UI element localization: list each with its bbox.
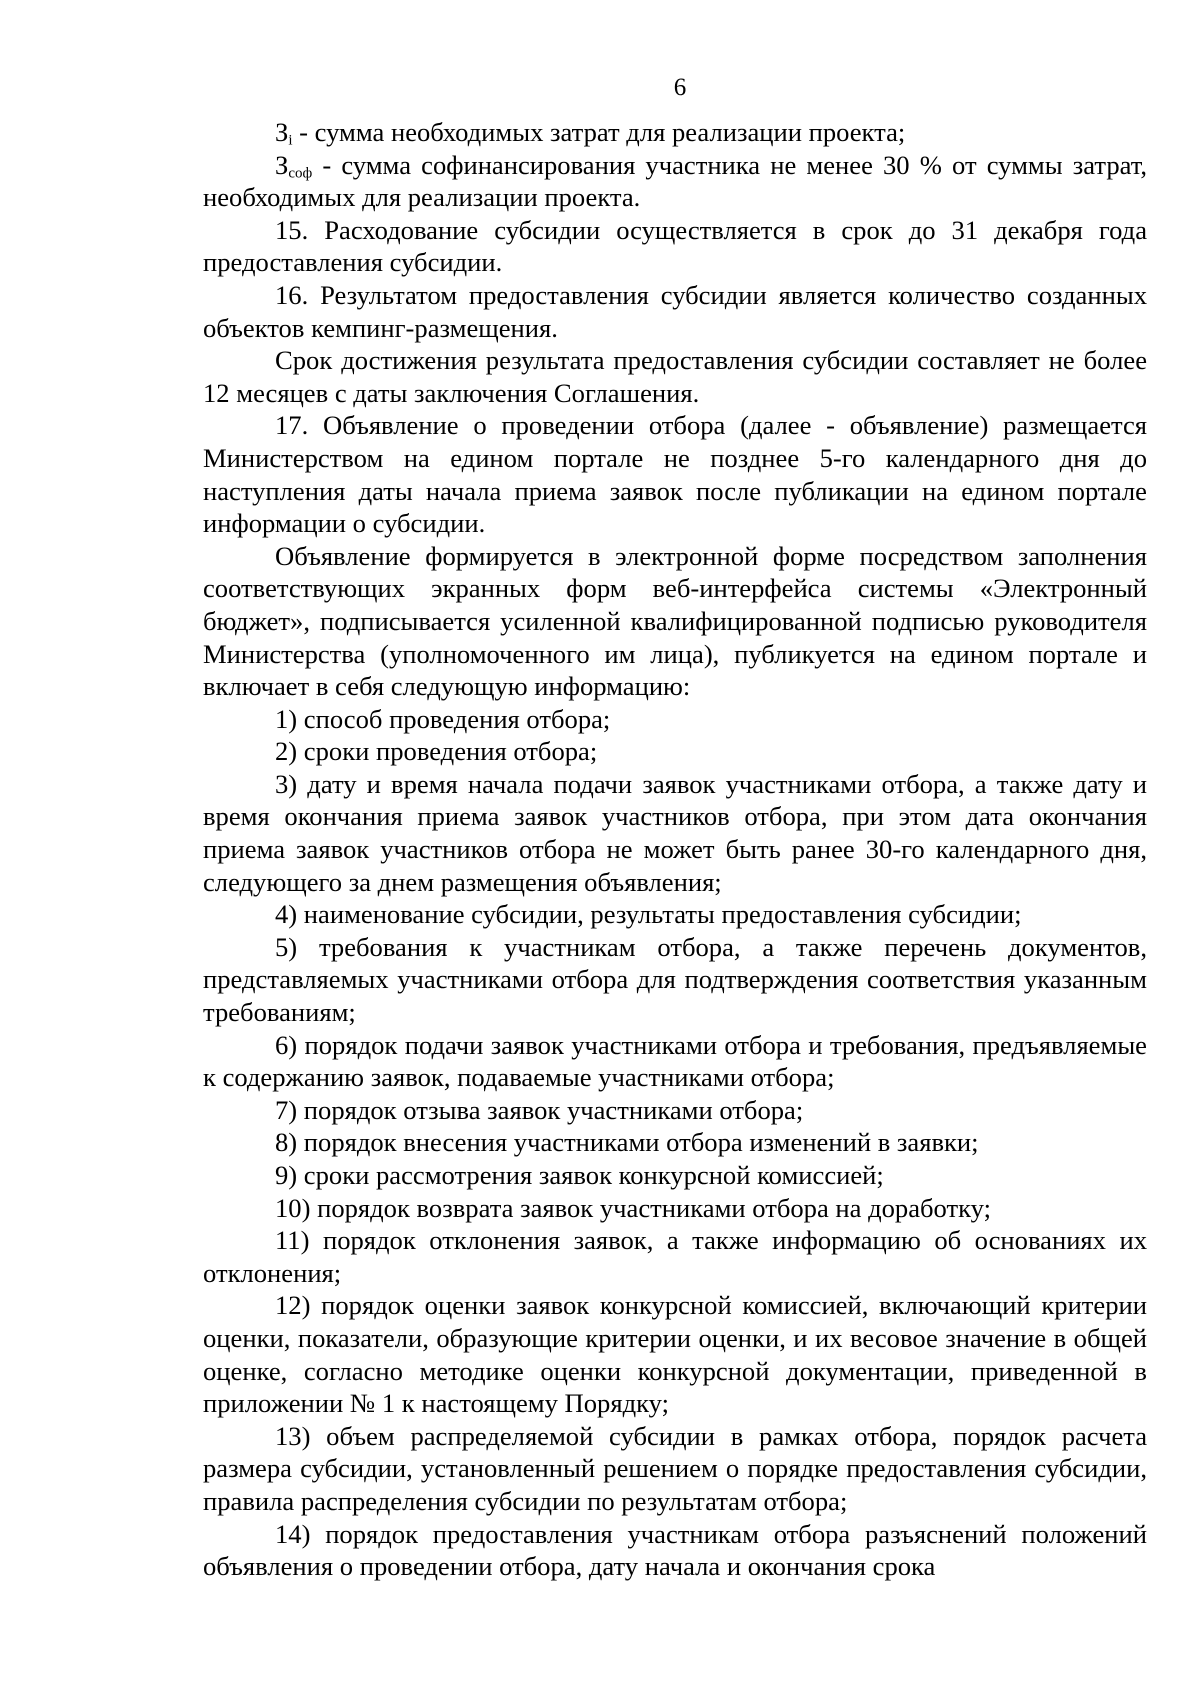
formula-description: - сумма необходимых затрат для реализации проекта; [292,117,906,147]
paragraph-announcement: Объявление формируется в электронной форме посредством заполнения соответствующих экранных форм веб-интерфейса системы «Электронный бюджет», подписывается усиленной квалифицированной подписью руководителя Министерства (уполномоченного им лица), публикуется на едином портале и включает в себя следующую информацию: [203,540,1147,702]
list-item-8: 8) порядок внесения участниками отбора изменений в заявки; [275,1127,979,1158]
list-item-13: 13) объем распределяемой субсидии в рамках отбора, порядок расчета размера субсидии, установленный решением о порядке предоставления субсидии, правила распределения субсидии по результатам отбора; [203,1420,1147,1516]
list-item-6: 6) порядок подачи заявок участниками отбора и требования, предъявляемые к содержанию заявок, подаваемые участниками отбора; [203,1029,1147,1093]
formula-subscript: соф [288,164,313,181]
paragraph-formula-zsof [203,149,1147,214]
list-item-9: 9) сроки рассмотрения заявок конкурсной комиссией; [275,1160,884,1190]
list-item-10: 10) порядок возврата заявок участниками отбора на доработку; [275,1192,992,1223]
list-item-5: 5) требования к участникам отбора, а также перечень документов, представляемых участниками отбора для подтверждения соответствия указанным требованиям; [203,931,1147,1028]
list-item-7: 7) порядок отзыва заявок участниками отбора; [275,1094,804,1125]
list-item-4: 4) наименование субсидии, результаты предоставления субсидии; [275,899,1022,930]
list-item-14: 14) порядок предоставления участникам отбора разъяснений положений объявления о проведении отбора, дату начала и окончания срока [203,1518,1147,1582]
formula-subscript: i [288,132,293,149]
document-body [203,116,1147,1583]
paragraph-clause-15: 15. Расходование субсидии осуществляется в срок до 31 декабря года предоставления субсидии. [203,214,1147,278]
formula-variable: З [275,149,289,180]
formula-description: - сумма софинансирования участника не менее 30 % от суммы затрат, необходимых для реализации проекта. [203,149,1147,213]
list-item-3: 3) дату и время начала подачи заявок участниками отбора, а также дату и время окончания приема заявок участников отбора, при этом дата окончания приема заявок участников отбора не может быть ранее 30-го календарного дня, следующего за днем размещения объявления; [203,768,1147,897]
formula-variable: З [275,117,289,147]
paragraph-result-deadline: Срок достижения результата предоставления субсидии составляет не более 12 месяцев с даты заключения Соглашения. [203,345,1147,408]
paragraph-formula-zi [203,116,1147,149]
list-item-12: 12) порядок оценки заявок конкурсной комиссией, включающий критерии оценки, показатели, образующие критерии оценки, и их весовое значение в общей оценке, согласно методике оценки конкурсной документации, приведенной в приложении № 1 к настоящему Порядку; [203,1290,1147,1419]
list-item-1: 1) способ проведения отбора; [275,703,611,734]
page-number: 6 [673,74,687,101]
paragraph-clause-16: 16. Результатом предоставления субсидии является количество созданных объектов кемпинг-размещения. [203,279,1147,343]
paragraph-clause-17: 17. Объявление о проведении отбора (далее - объявление) размещается Министерством на едином портале не позднее 5-го календарного дня до наступления даты начала приема заявок после публикации на едином портале информации о субсидии. [203,410,1147,539]
list-item-11: 11) порядок отклонения заявок, а также информацию об основаниях их отклонения; [203,1225,1147,1288]
list-item-2: 2) сроки проведения отбора; [275,736,598,767]
